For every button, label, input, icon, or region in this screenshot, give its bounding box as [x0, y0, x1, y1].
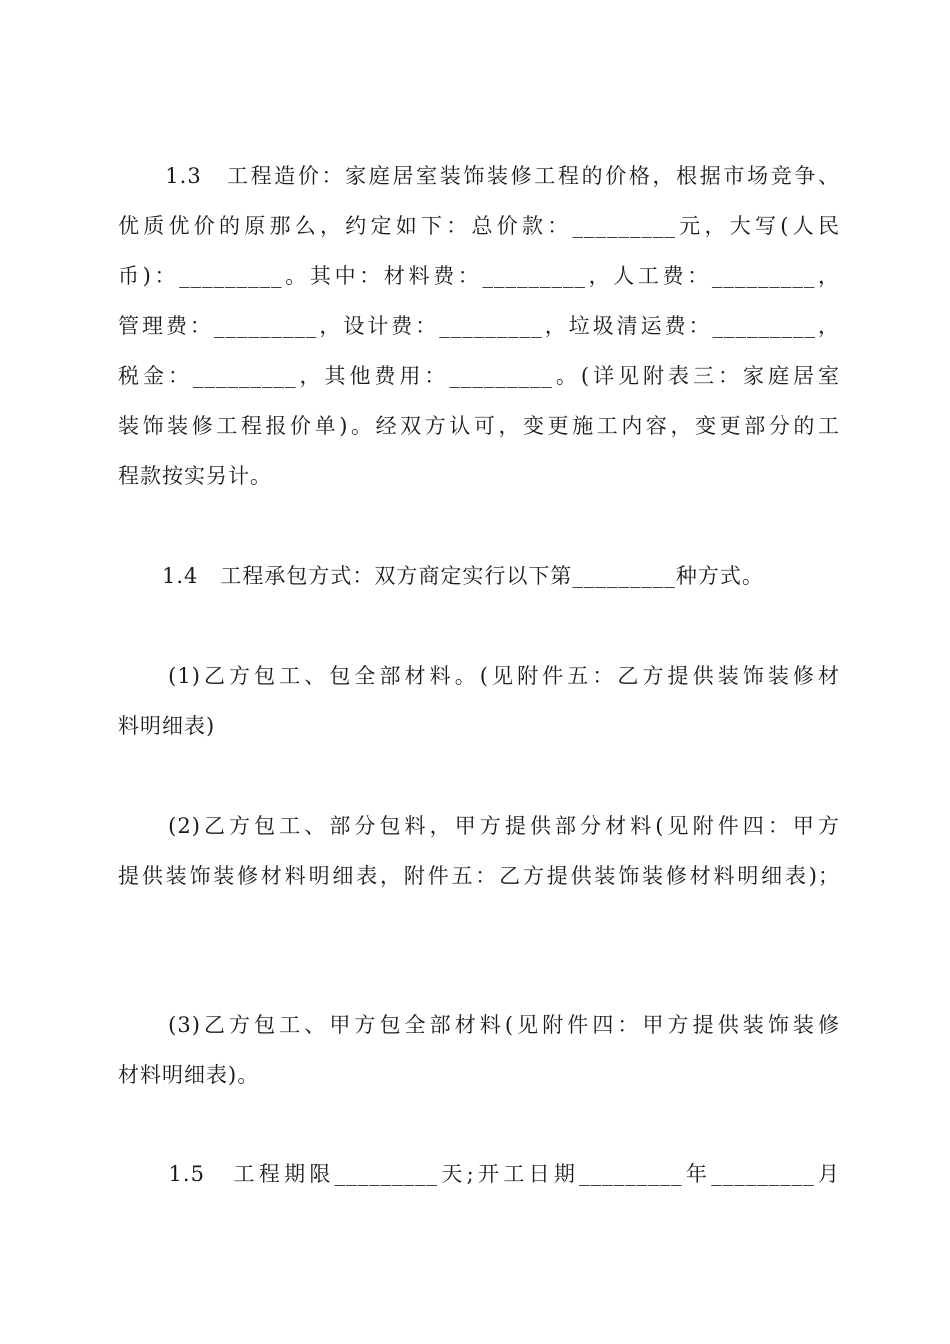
para-1-5-line-1: 1.5 工程期限_________天;开工日期_________年_________月: [118, 1162, 840, 1186]
para-1-3-line-4: 管理费：_________，设计费：_________，垃圾清运费：_________，: [118, 314, 840, 338]
para-1-3-line-5: 税金：_________，其他费用：_________。(详见附表三：家庭居室: [118, 364, 840, 388]
option-2-line-2: 提供装饰装修材料明细表，附件五：乙方提供装饰装修材料明细表)；: [118, 864, 840, 888]
option-2-line-1: (2)乙方包工、部分包料，甲方提供部分材料(见附件四：甲方: [118, 814, 840, 838]
para-1-4-line-1: 1.4 工程承包方式：双方商定实行以下第_________种方式。: [118, 564, 764, 588]
para-1-3-line-1: 1.3 工程造价：家庭居室装饰装修工程的价格，根据市场竞争、: [118, 164, 840, 188]
option-3-line-2: 材料明细表)。: [118, 1063, 260, 1087]
para-1-3-line-2: 优质优价的原那么，约定如下：总价款：_________元，大写(人民: [118, 214, 840, 238]
option-3-line-1: (3)乙方包工、甲方包全部材料(见附件四：甲方提供装饰装修: [118, 1013, 840, 1037]
option-1-line-1: (1)乙方包工、包全部材料。(见附件五：乙方提供装饰装修材: [118, 664, 840, 688]
para-1-3-line-6: 装饰装修工程报价单)。经双方认可，变更施工内容，变更部分的工: [118, 414, 840, 438]
para-1-3-line-7: 程款按实另计。: [118, 464, 272, 488]
para-1-3-line-3: 币)：_________。其中：材料费：_________，人工费：_________，: [118, 264, 840, 288]
option-1-line-2: 料明细表): [118, 714, 216, 738]
